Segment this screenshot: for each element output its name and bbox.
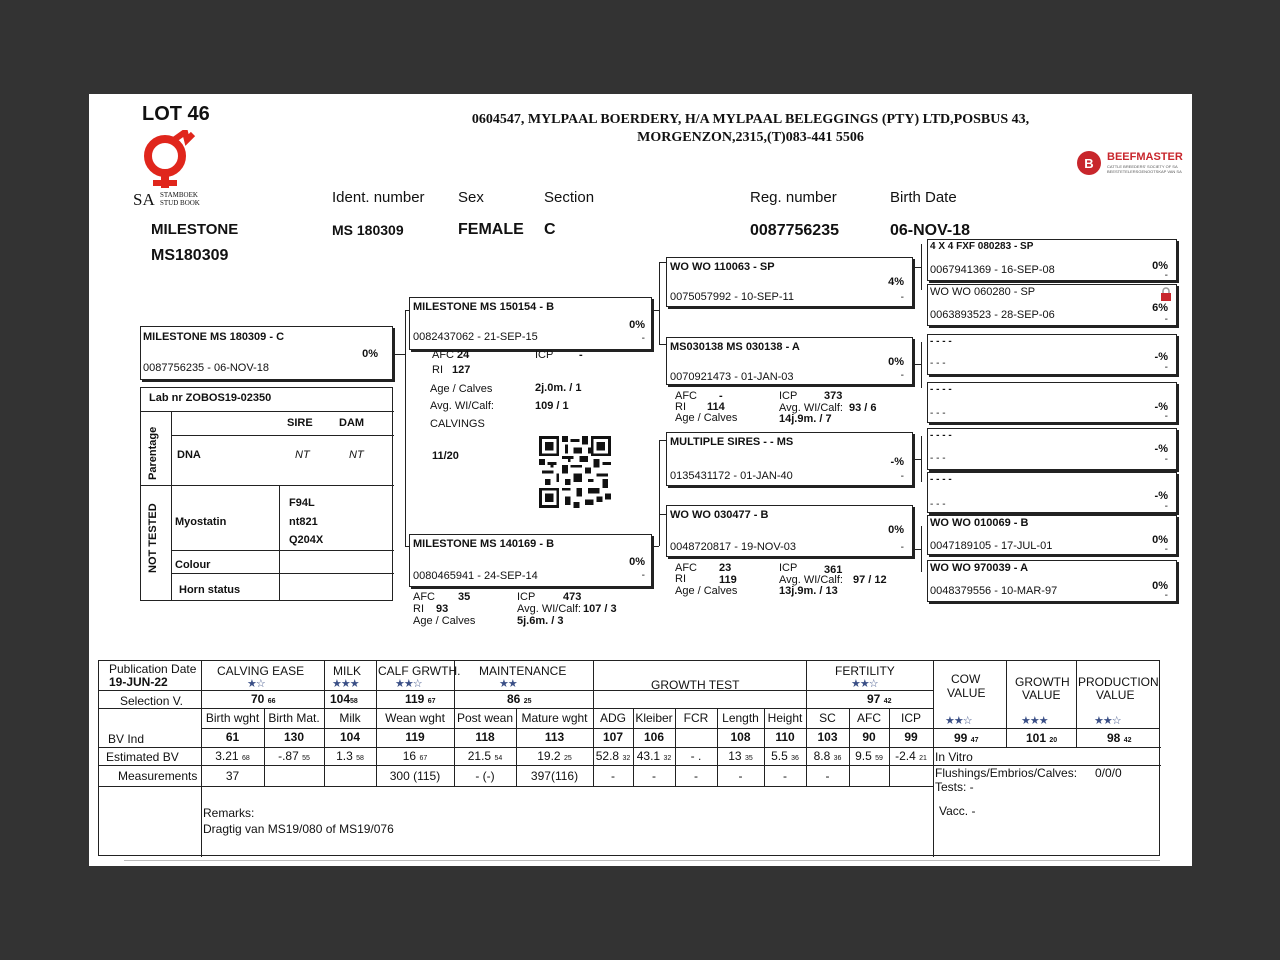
sel-milk-sub: 58	[350, 698, 358, 705]
milk-header: MILK	[333, 664, 362, 678]
gp-1-pct: 4%	[888, 276, 904, 288]
ggp-1-pct: 0%	[1152, 260, 1168, 272]
sel-fert	[867, 692, 892, 706]
gp-3-title: MULTIPLE SIRES - - MS	[670, 436, 794, 448]
est-value: 21.5	[467, 749, 492, 763]
ggp-6-line: - - -	[930, 499, 946, 510]
estimated-bv-label: Estimated BV	[106, 750, 179, 764]
selection-label: Selection V.	[120, 694, 183, 708]
production-value	[1107, 731, 1132, 745]
dam-pct: 0%	[629, 556, 645, 568]
bv-cell: 130	[283, 730, 305, 744]
cow-value-stars: ★★☆	[945, 715, 972, 727]
gp-2-icp: 373	[824, 390, 843, 402]
fertility-header: FERTILITY	[835, 664, 895, 678]
bv-cell: 103	[817, 730, 838, 744]
in-vitro-label: In Vitro	[935, 750, 973, 764]
est-value: 1.3	[336, 749, 353, 763]
meas-cell: -	[652, 769, 656, 783]
production-value-header-1: PRODUCTION	[1078, 675, 1159, 689]
sire-ri-label: RI	[432, 364, 443, 376]
dna-sire: NT	[295, 449, 310, 461]
col-header: Milk	[339, 711, 361, 725]
ggp-3-pct: -%	[1154, 351, 1168, 363]
ggp-5-pct: -%	[1154, 443, 1168, 455]
gp-2-ri-label: RI	[675, 401, 686, 413]
bv-cell: 104	[339, 730, 361, 744]
myostatin-2: nt821	[289, 516, 318, 528]
lab-box	[140, 387, 393, 601]
dam-icp: 473	[563, 591, 582, 603]
growth-value-sub: 20	[1049, 737, 1058, 744]
parentage-vertical: Parentage	[147, 426, 159, 480]
owner-line-2: MORGENZON,2315,(T)083-441 5506	[637, 130, 864, 145]
dam-title: MILESTONE MS 140169 - B	[413, 538, 555, 550]
sel-calving-value: 70	[251, 692, 265, 706]
ggp-box-6	[927, 472, 1177, 513]
dam-box	[409, 534, 652, 587]
col-header: Mature wght	[521, 711, 588, 725]
milk-stars: ★★★	[332, 678, 359, 690]
col-header: SC	[819, 711, 836, 725]
dam-wi-label: Avg. WI/Calf:	[517, 603, 581, 615]
sa-logo-line2: STUD BOOK	[160, 199, 200, 207]
est-cell	[264, 749, 324, 763]
gp-1-dash: -	[900, 292, 904, 303]
ggp-8-dash: -	[1164, 590, 1168, 601]
col-header: Birth wght	[205, 711, 260, 725]
est-value: 16	[402, 749, 417, 763]
est-value: 19.2	[537, 749, 561, 763]
est-sub: 68	[241, 755, 250, 762]
self-line: 0087756235 - 06-NOV-18	[143, 362, 269, 374]
dam-afc: 35	[458, 591, 471, 603]
sire-ri: 127	[452, 364, 471, 376]
sire-wi-label: Avg. WI/Calf:	[430, 400, 494, 412]
gp-2-wi: 93 / 6	[849, 402, 877, 414]
gp-4-wi: 97 / 12	[853, 574, 887, 586]
meas-cell: -	[694, 769, 698, 783]
beefmaster-wordmark: BEEFMASTER	[1107, 151, 1183, 163]
est-value: -2.4	[895, 749, 916, 763]
flushings-label: Flushings/Embrios/Calves:	[935, 766, 1078, 780]
growth-value-number: 101	[1026, 731, 1047, 745]
ggp-1-dash: -	[1164, 270, 1168, 281]
ggp-4-line: - - -	[930, 408, 946, 419]
label-reg: Reg. number	[750, 189, 837, 206]
sel-calving	[251, 692, 276, 706]
gp-4-icp: 361	[824, 564, 843, 576]
self-title: MILESTONE MS 180309 - C	[143, 331, 285, 343]
myostatin-label: Myostatin	[175, 516, 227, 528]
label-section: Section	[544, 189, 595, 206]
dam-wi: 107 / 3	[583, 603, 617, 615]
myostatin-1: F94L	[289, 497, 315, 509]
meas-cell: -	[783, 769, 787, 783]
ggp-6-title: - - - -	[930, 474, 952, 485]
dna-label: DNA	[177, 449, 201, 461]
maintenance-stars: ★★	[499, 678, 517, 690]
gp-4-pct: 0%	[888, 524, 904, 536]
sire-age: 2j.0m. / 1	[535, 382, 582, 394]
est-cell	[593, 749, 633, 763]
col-header: AFC	[857, 711, 881, 725]
growth-value	[1026, 731, 1057, 745]
dam-line: 0080465941 - 24-SEP-14	[413, 570, 538, 582]
ggp-box-5	[927, 428, 1177, 470]
production-value-number: 98	[1107, 731, 1121, 745]
gp-4-age: 13j.9m. / 13	[779, 585, 838, 597]
animal-code: MS180309	[151, 247, 229, 264]
gp-2-afc: -	[719, 390, 723, 402]
est-sub: 36	[791, 755, 799, 762]
beefmaster-sub1: CATTLE BREEDERS' SOCIETY OF SA	[1107, 164, 1178, 169]
col-header: Length	[722, 711, 759, 725]
col-header: ICP	[900, 711, 921, 725]
est-cell	[324, 749, 376, 763]
col-header: ADG	[599, 711, 626, 725]
calf-growth-stars: ★★☆	[395, 678, 422, 690]
sel-maint	[507, 692, 532, 706]
ggp-2-line: 0063893523 - 28-SEP-06	[930, 309, 1055, 321]
est-sub: 36	[833, 755, 842, 762]
ggp-3-line: - - -	[930, 358, 946, 369]
qr-code-icon	[537, 436, 613, 508]
bv-cell: 90	[862, 730, 876, 744]
gp-2-icp-label: ICP	[779, 390, 798, 402]
myostatin-3: Q204X	[289, 534, 324, 546]
est-cell	[454, 749, 516, 763]
ggp-7-line: 0047189105 - 17-JUL-01	[930, 540, 1053, 552]
est-sub: 67	[419, 755, 428, 762]
sel-fert-value: 97	[867, 692, 881, 706]
est-cell	[633, 749, 675, 763]
col-header: Kleiber	[635, 711, 673, 725]
label-birth: Birth Date	[890, 189, 957, 206]
sire-line: 0082437062 - 21-SEP-15	[413, 331, 538, 343]
beefmaster-sub2: BEESTETELERSGENOOTSKAP VAN SA	[1107, 169, 1182, 174]
sire-wi: 109 / 1	[535, 400, 569, 412]
cow-value-header-2: VALUE	[947, 686, 986, 700]
bv-cell: 106	[643, 730, 665, 744]
col-header: Wean wght	[385, 711, 445, 725]
calf-growth-header: CALF GRWTH.	[378, 664, 461, 678]
est-sub: 59	[875, 755, 883, 762]
bv-cell: 110	[775, 730, 795, 744]
ggp-8-pct: 0%	[1152, 580, 1168, 592]
ggp-box-1	[927, 239, 1177, 281]
sel-milk	[330, 692, 358, 706]
dam-afc-label: AFC	[413, 591, 435, 603]
horn-label: Horn status	[179, 584, 241, 596]
ggp-3-title: - - - -	[930, 336, 952, 347]
sire-age-label: Age / Calves	[430, 383, 493, 395]
est-cell	[201, 749, 264, 763]
gp-4-dash: -	[900, 542, 904, 553]
est-value: -.87	[278, 749, 299, 763]
growth-test-header: GROWTH TEST	[651, 678, 740, 692]
gp-2-title: MS030138 MS 030138 - A	[670, 341, 800, 353]
est-value: 5.5	[771, 749, 788, 763]
gp-2-age-label: Age / Calves	[675, 412, 738, 424]
gp-2-dash: -	[900, 370, 904, 381]
gp-2-afc-label: AFC	[675, 390, 697, 402]
gp-4-age-label: Age / Calves	[675, 585, 738, 597]
vaccination-label: Vacc. -	[939, 804, 976, 818]
est-value: 13	[728, 749, 742, 763]
gp-4-title: WO WO 030477 - B	[670, 509, 769, 521]
est-sub: 25	[563, 755, 572, 762]
ggp-box-4	[927, 382, 1177, 423]
est-cell	[849, 749, 889, 763]
calving-ease-stars: ★☆	[247, 678, 265, 690]
ggp-5-line: - - -	[930, 453, 946, 464]
sel-calving-sub: 66	[267, 698, 276, 705]
pub-date: 19-JUN-22	[109, 675, 168, 689]
sel-calf	[405, 692, 436, 706]
dna-dam: NT	[349, 449, 364, 461]
gp-box-2	[666, 337, 913, 385]
gp-3-dash: -	[900, 471, 904, 482]
sel-fert-sub: 42	[883, 698, 892, 705]
gp-4-wi-label: Avg. WI/Calf:	[779, 574, 843, 586]
ggp-box-2	[927, 284, 1177, 326]
animal-name: MILESTONE	[151, 221, 239, 238]
sire-dash: -	[641, 333, 645, 344]
lab-sire-header: SIRE	[287, 417, 313, 429]
est-sub: 58	[356, 755, 364, 762]
pub-date-label: Publication Date	[109, 662, 197, 676]
gp-4-ri: 119	[719, 574, 737, 586]
production-value-header-2: VALUE	[1096, 688, 1135, 702]
animal-sex: FEMALE	[458, 221, 524, 238]
lab-dam-header: DAM	[339, 417, 365, 429]
col-header: Height	[767, 711, 803, 725]
ggp-8-title: WO WO 970039 - A	[930, 562, 1029, 574]
gp-4-ri-label: RI	[675, 573, 686, 585]
maintenance-header: MAINTENANCE	[479, 664, 567, 678]
lab-number: Lab nr ZOBOS19-02350	[149, 392, 272, 404]
remarks-label: Remarks:	[203, 806, 255, 820]
colour-label: Colour	[175, 559, 211, 571]
gp-4-afc-label: AFC	[675, 562, 697, 574]
gp-4-icp-label: ICP	[779, 562, 798, 574]
est-value: 3.21	[215, 749, 239, 763]
sire-afc-label: AFC	[432, 349, 454, 361]
ggp-5-dash: -	[1164, 454, 1168, 465]
col-header: FCR	[683, 711, 709, 725]
gp-3-pct: -%	[890, 456, 904, 468]
gp-2-wi-label: Avg. WI/Calf:	[779, 402, 843, 414]
remarks-text: Dragtig van MS19/080 of MS19/076	[203, 822, 394, 836]
owner-line-1: 0604547, MYLPAAL BOERDERY, H/A MYLPAAL BELEGGINGS (PTY) LTD,POSBUS 43,	[471, 112, 1030, 127]
gp-4-line: 0048720817 - 19-NOV-03	[670, 541, 796, 553]
ggp-2-dash: -	[1164, 314, 1168, 325]
gp-4-afc: 23	[719, 562, 732, 574]
sel-calf-sub: 67	[427, 698, 436, 705]
bv-cell: 113	[544, 730, 565, 744]
col-header: Post wean	[456, 711, 514, 725]
gp-1-line: 0075057992 - 10-SEP-11	[670, 291, 794, 303]
sel-maint-sub: 25	[523, 698, 532, 705]
dam-ri: 93	[436, 603, 449, 615]
est-cell	[717, 749, 764, 763]
gp-2-ri: 114	[707, 401, 725, 413]
est-sub: 21	[919, 755, 927, 762]
gp-box-1	[666, 257, 913, 307]
ggp-2-title: WO WO 060280 - SP	[930, 286, 1036, 298]
bv-cell: 108	[730, 730, 751, 744]
measurements-label: Measurements	[118, 769, 198, 783]
sel-maint-value: 86	[507, 692, 521, 706]
est-value: - .	[690, 749, 702, 763]
est-cell	[806, 749, 849, 763]
calvings-label: CALVINGS	[430, 418, 485, 430]
bv-cell: 119	[405, 730, 425, 744]
animal-ident: MS 180309	[332, 222, 404, 238]
est-sub: 32	[622, 755, 631, 762]
lot-number: LOT 46	[142, 103, 210, 125]
est-value: 52.8	[595, 749, 620, 763]
production-value-stars: ★★☆	[1094, 715, 1121, 727]
est-sub: 54	[494, 755, 503, 762]
sa-logo-line1: STAMBOEK	[160, 191, 198, 199]
svg-text:B: B	[1084, 156, 1094, 171]
ggp-5-title: - - - -	[930, 430, 952, 441]
not-tested-vertical: NOT TESTED	[147, 503, 159, 573]
sire-icp: -	[579, 349, 583, 361]
bv-ind-label: BV Ind	[108, 732, 145, 746]
bv-cell: 107	[602, 730, 624, 744]
est-sub: 35	[744, 755, 753, 762]
cow-value	[954, 731, 979, 745]
animal-section: C	[544, 221, 556, 238]
ggp-6-dash: -	[1164, 501, 1168, 512]
col-header: Birth Mat.	[268, 711, 320, 725]
sa-logo-letters: SA	[133, 190, 155, 209]
sire-box	[409, 297, 652, 350]
lock-badge-icon	[1160, 287, 1172, 301]
ggp-2-pct: 6%	[1152, 302, 1168, 314]
est-sub: 32	[663, 755, 672, 762]
est-cell	[889, 749, 933, 763]
ggp-4-dash: -	[1164, 411, 1168, 422]
growth-value-stars: ★★★	[1021, 715, 1048, 727]
dam-ri-label: RI	[413, 603, 424, 615]
ggp-box-3	[927, 334, 1177, 375]
dam-dash: -	[641, 570, 645, 581]
calvings-value: 11/20	[432, 450, 459, 462]
meas-cell: - (-)	[475, 769, 495, 783]
gp-2-pct: 0%	[888, 356, 904, 368]
sire-pct: 0%	[629, 319, 645, 331]
meas-cell: 300 (115)	[389, 769, 441, 783]
sire-icp-label: ICP	[535, 349, 554, 361]
growth-value-header-1: GROWTH	[1015, 675, 1070, 689]
meas-cell: -	[611, 769, 615, 783]
animal-birth: 06-NOV-18	[890, 222, 971, 239]
cow-value-sub: 47	[970, 737, 979, 744]
est-value: 43.1	[636, 749, 661, 763]
label-ident: Ident. number	[332, 189, 425, 206]
flushings-value: 0/0/0	[1095, 766, 1122, 780]
ggp-7-title: WO WO 010069 - B	[930, 517, 1029, 529]
sel-milk-value: 104	[330, 692, 351, 706]
meas-cell: -	[738, 769, 743, 783]
bv-cell: 61	[225, 730, 240, 744]
est-cell	[376, 749, 454, 763]
ggp-3-dash: -	[1164, 362, 1168, 373]
ggp-box-8	[927, 560, 1177, 602]
dam-icp-label: ICP	[517, 591, 536, 603]
production-value-sub: 42	[1123, 737, 1132, 744]
ggp-1-title: 4 X 4 FXF 080283 - SP	[930, 241, 1034, 252]
calving-ease-header: CALVING EASE	[217, 664, 305, 678]
meas-cell: 397(116)	[530, 769, 579, 783]
meas-cell: 37	[225, 769, 240, 783]
self-pedigree-box	[140, 326, 393, 380]
sire-afc: 24	[457, 349, 470, 361]
beefmaster-emblem-icon	[1076, 150, 1102, 176]
ggp-7-dash: -	[1164, 544, 1168, 555]
ggp-box-7	[927, 515, 1177, 555]
gp-1-title: WO WO 110063 - SP	[670, 261, 775, 273]
meas-cell: -	[825, 769, 830, 783]
fertility-stars: ★★☆	[851, 678, 878, 690]
cow-value-number: 99	[954, 731, 968, 745]
dam-age-label: Age / Calves	[413, 615, 476, 627]
growth-value-header-2: VALUE	[1022, 688, 1061, 702]
ggp-7-pct: 0%	[1152, 534, 1168, 546]
est-value: 8.8	[813, 749, 831, 763]
cow-value-header-1: COW	[951, 672, 981, 686]
bv-cell: 118	[475, 730, 495, 744]
ggp-4-title: - - - -	[930, 384, 952, 395]
ggp-6-pct: -%	[1154, 490, 1168, 502]
sel-calf-value: 119	[405, 692, 425, 706]
bv-cell: 99	[904, 730, 918, 744]
ggp-4-pct: -%	[1154, 401, 1168, 413]
est-cell	[675, 749, 717, 763]
gp-2-line: 0070921473 - 01-JAN-03	[670, 371, 794, 383]
dam-age: 5j.6m. / 3	[517, 615, 564, 627]
breeding-values-table	[98, 660, 1160, 856]
ggp-1-line: 0067941369 - 16-SEP-08	[930, 264, 1055, 276]
gp-3-line: 0135431172 - 01-JAN-40	[670, 470, 793, 482]
est-cell	[764, 749, 806, 763]
gp-box-4	[666, 505, 913, 557]
est-value: 9.5	[855, 749, 872, 763]
ggp-8-line: 0048379556 - 10-MAR-97	[930, 585, 1058, 597]
est-sub: 55	[302, 755, 310, 762]
sire-title: MILESTONE MS 150154 - B	[413, 301, 555, 313]
label-sex: Sex	[458, 189, 484, 206]
est-cell	[516, 749, 593, 763]
gp-box-3	[666, 432, 913, 486]
self-pct: 0%	[362, 348, 378, 360]
gp-2-age: 14j.9m. / 7	[779, 413, 832, 425]
tests-label: Tests: -	[935, 780, 974, 794]
animal-reg: 0087756235	[750, 222, 839, 239]
stud-certificate	[89, 94, 1192, 866]
